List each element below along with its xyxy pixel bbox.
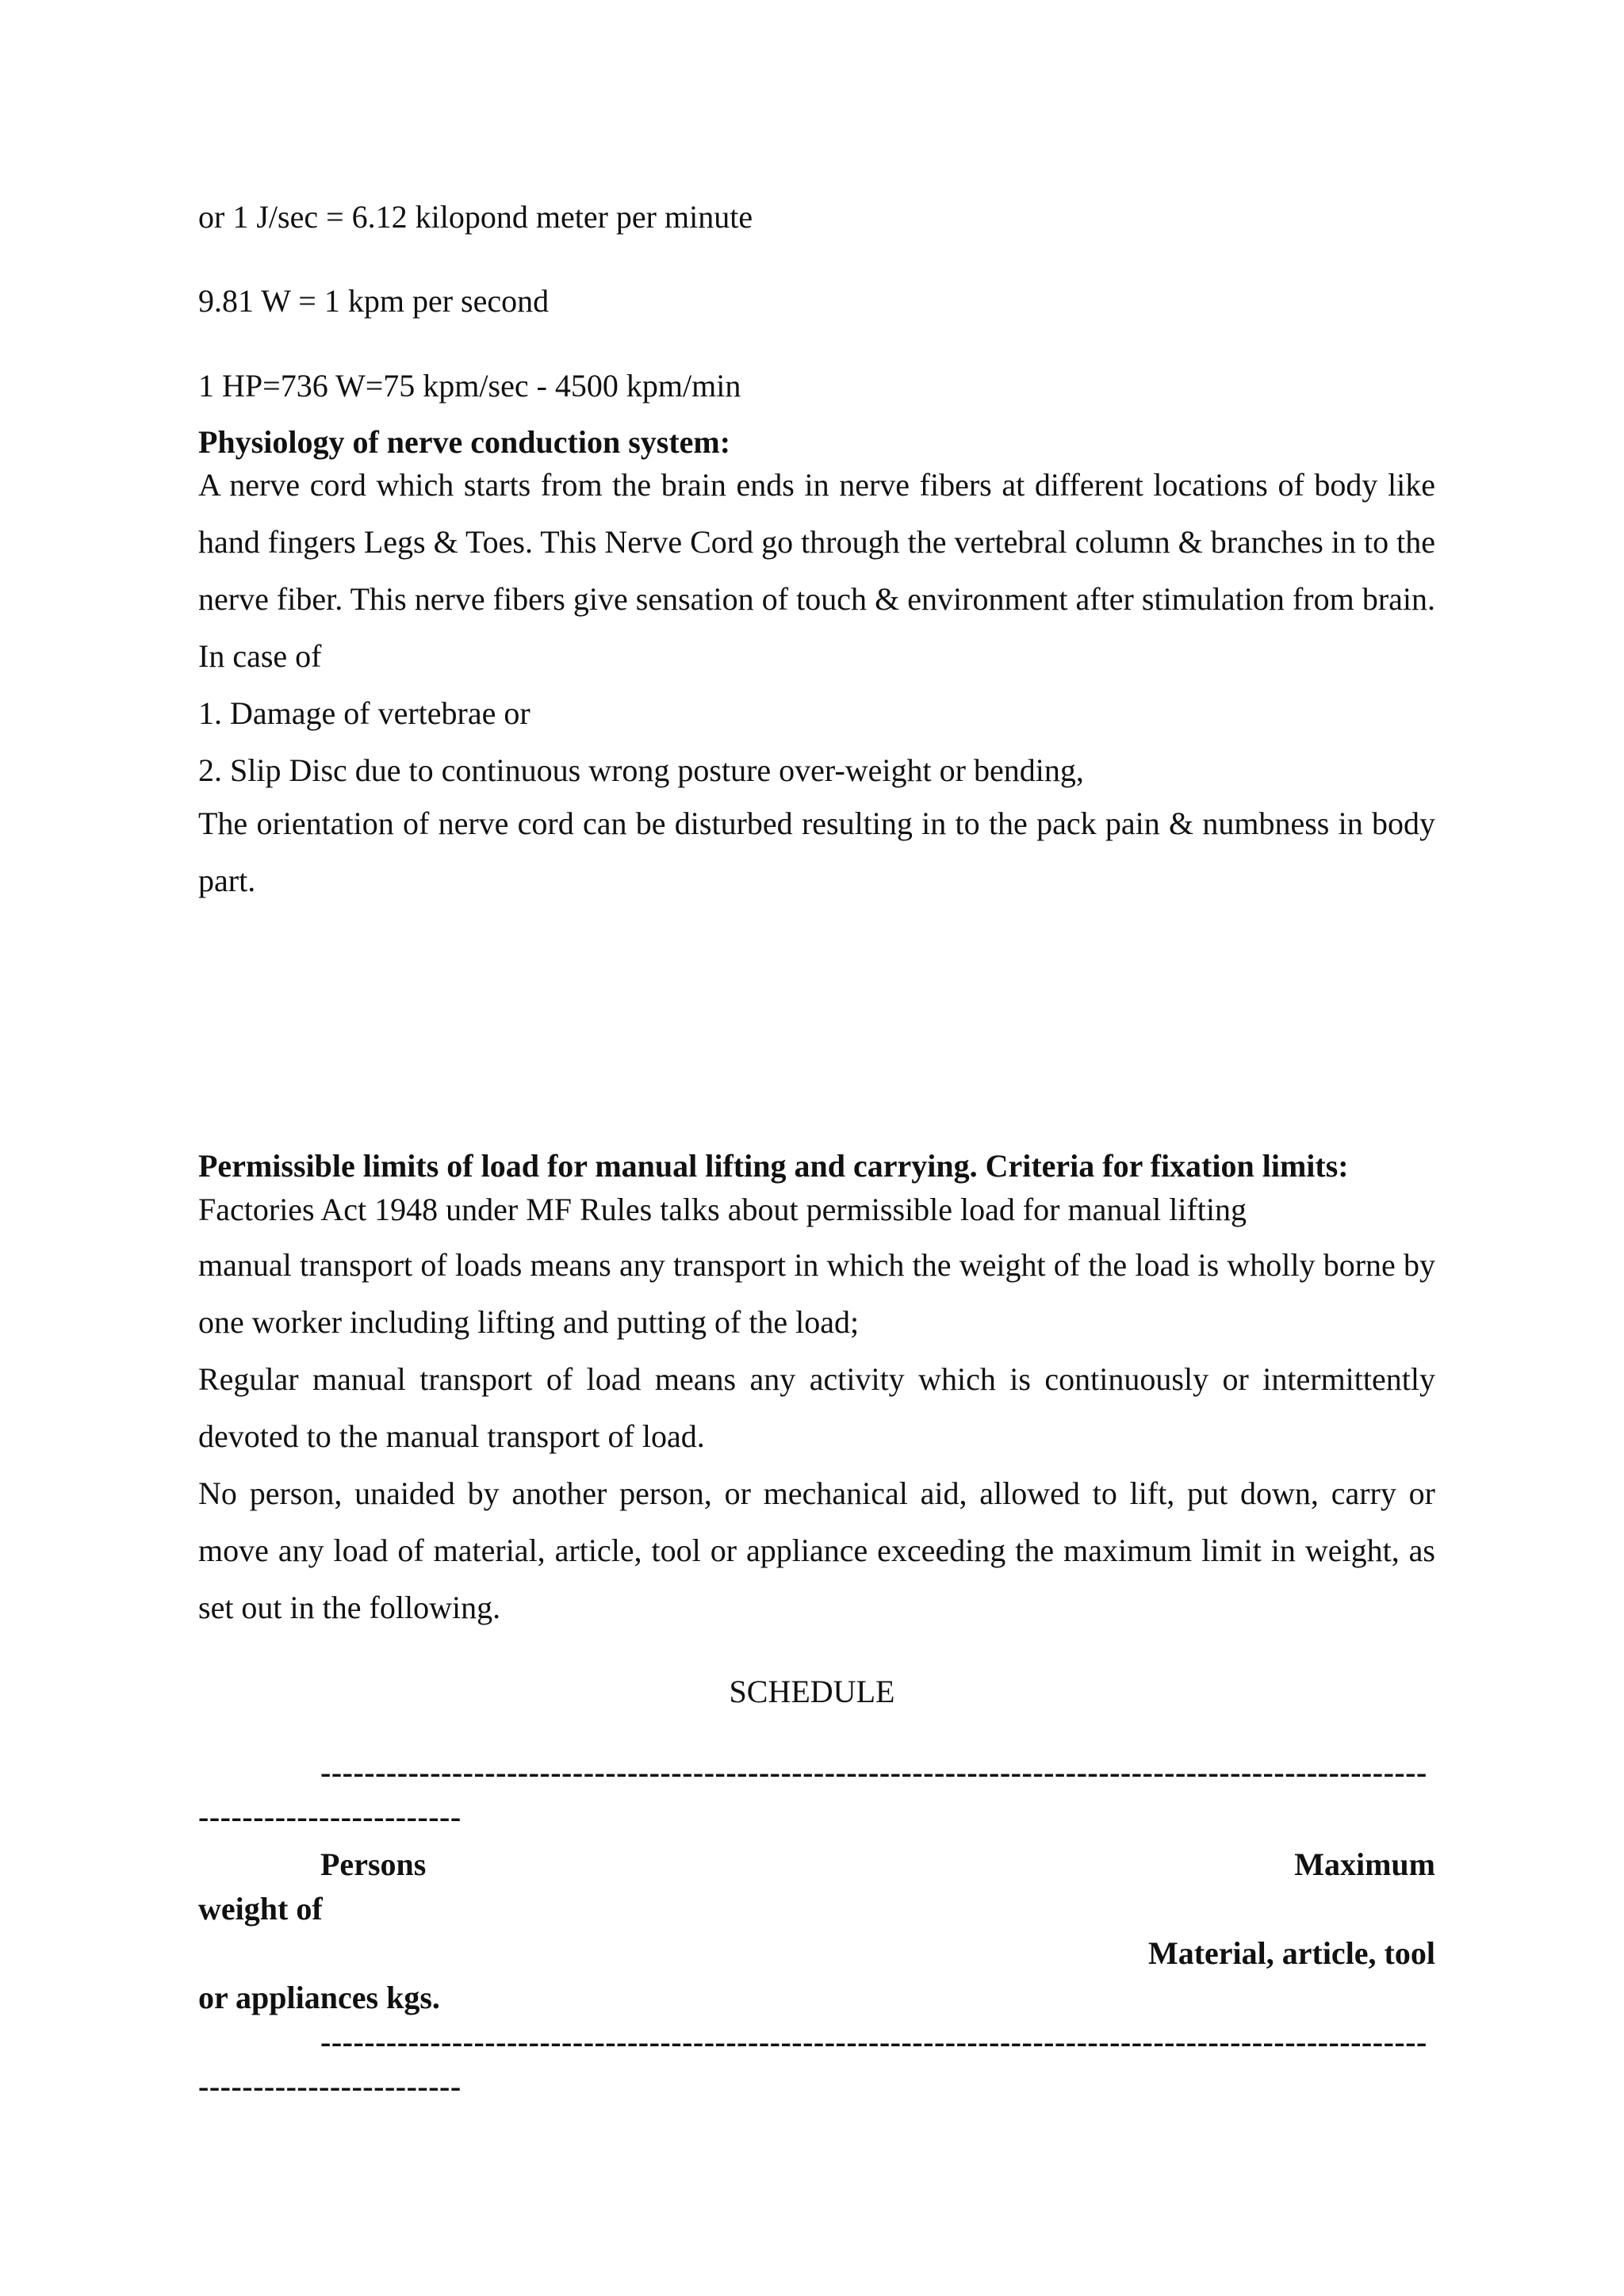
nerve-section-conclusion: The orientation of nerve cord can be disturbed resulting in to the pack pain & numbness in body part. [198,806,1435,898]
schedule-col-weight-of: weight of [198,1891,323,1927]
load-section-para-1: manual transport of loads means any transport in which the weight of the load is wholly borne by one worker including lifting and putting of the load; [198,1247,1435,1340]
nerve-list-item-1: 1. Damage of vertebrae or [198,695,530,731]
schedule-col-maximum: Maximum [1294,1846,1435,1882]
nerve-section-heading: Physiology of nerve conduction system: [198,424,731,460]
load-section-intro: Factories Act 1948 under MF Rules talks about permissible load for manual lifting [198,1192,1247,1227]
schedule-col-material: Material, article, tool [1147,1935,1435,1971]
schedule-rule-bottom: ----------------------------------------------------------------------------------------------------- [320,2024,1427,2060]
schedule-col-appliances: or appliances kgs. [198,1980,440,2015]
formula-line-2: 9.81 W = 1 kpm per second [198,283,550,319]
formula-line-1: or 1 J/sec = 6.12 kilopond meter per minute [198,199,753,235]
schedule-rule-bottom-continued: ------------------------ [198,2068,462,2104]
schedule-title: SCHEDULE [729,1674,895,1709]
nerve-section-paragraph: A nerve cord which starts from the brain ends in nerve fibers at different locations of body like hand fingers Legs & Toes. This Nerve Cord go through the vertebral column & branches in to the nerve fiber. This nerve fibers give sensation of touch & environment after stimulation from brain. In case of [198,467,1435,674]
schedule-rule-top: ----------------------------------------------------------------------------------------------------- [320,1755,1427,1790]
nerve-list-item-2: 2. Slip Disc due to continuous wrong posture over-weight or bending, [198,752,1084,788]
formula-line-3: 1 HP=736 W=75 kpm/sec - 4500 kpm/min [198,368,741,404]
load-section-para-3: No person, unaided by another person, or mechanical aid, allowed to lift, put down, carry or move any load of material, article, tool or appliance exceeding the maximum limit in weight, as set out in the following. [198,1475,1435,1625]
schedule-rule-top-continued: ------------------------ [198,1799,462,1835]
schedule-col-persons: Persons [320,1846,427,1882]
load-section-para-2: Regular manual transport of load means any activity which is continuously or intermittently devoted to the manual transport of load. [198,1361,1435,1454]
load-section-heading: Permissible limits of load for manual lifting and carrying. Criteria for fixation limits: [198,1148,1349,1184]
